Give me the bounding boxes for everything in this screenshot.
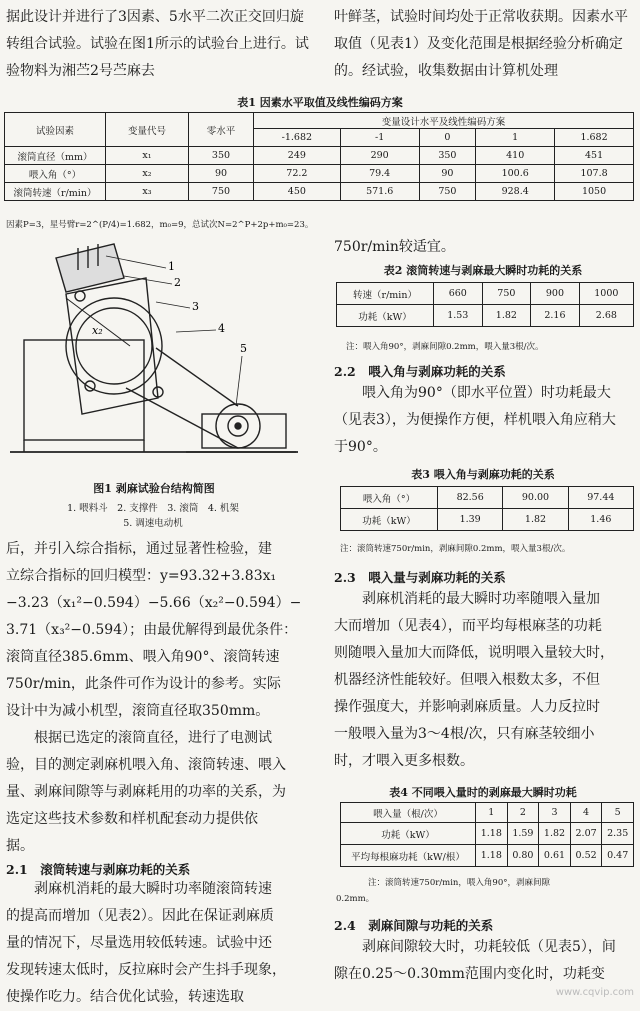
- table-row: [5, 147, 634, 165]
- text-line: 时，才喂入更多根数。: [334, 753, 474, 769]
- table1-caption: 表1 因素水平取值及线性编码方案: [237, 96, 403, 109]
- table-cell: 750: [189, 183, 254, 201]
- text-line: 量的情况下，尽量选用较低转速。试验中还: [6, 935, 272, 951]
- text-line: 隙在0.25～0.30mm范围内变化时，功耗变: [334, 966, 605, 982]
- table-cell: 660: [434, 283, 483, 305]
- table-cell: 107.8: [555, 165, 634, 183]
- drum-shape: [66, 298, 162, 394]
- table4-row-label: 平均每根麻功耗（kW/根）: [341, 845, 476, 867]
- text-line: 机器经济性能较好。但喂入根数太多，不但: [334, 672, 600, 688]
- section-2-1-title: 2.1 滚筒转速与剥麻功耗的关系: [6, 862, 191, 877]
- table-cell: 2.68: [579, 305, 633, 327]
- table-cell: 72.2: [254, 165, 341, 183]
- fig-label-5: 5: [240, 342, 247, 355]
- text-line: 3.71（x₃²−0.594）；由最优解得到最优条件：: [6, 622, 298, 638]
- table1: [4, 112, 634, 201]
- text-line: 立综合指标的回归模型：y=93.32+3.83x₁: [6, 568, 277, 584]
- table1-level: -1: [340, 129, 419, 147]
- section-2-1-text: [6, 876, 316, 1011]
- table-cell: 100.6: [476, 165, 555, 183]
- table-cell: 2: [507, 803, 539, 823]
- table-cell: 喂入角（°）: [5, 165, 106, 183]
- table4-note-1: 注：滚筒转速750r/min，喂入角90°，剥麻间隙: [368, 878, 550, 888]
- table3: [340, 486, 634, 531]
- text-line: （见表3），为便操作方便，样机喂入角应稍大: [334, 412, 616, 428]
- section-2-3-title: 2.3 喂入量与剥麻功耗的关系: [334, 570, 506, 585]
- table-cell: 3: [539, 803, 571, 823]
- text-line: 据。: [6, 838, 34, 854]
- text-line: 喂入角为90°（即水平位置）时功耗最大: [334, 385, 611, 401]
- table-cell: 79.4: [340, 165, 419, 183]
- table-cell: 571.6: [340, 183, 419, 201]
- table2-row-label: 转速（r/min）: [337, 283, 434, 305]
- text-line: 选定这些技术参数和样机配套动力提供依: [6, 811, 258, 827]
- text-line: 量、剥麻间隙等与剥麻耗用的功率的关系，为: [6, 784, 286, 800]
- table-cell: 滚筒直径（mm）: [5, 147, 106, 165]
- table-cell: 1.82: [482, 305, 531, 327]
- table-cell: 82.56: [438, 487, 503, 509]
- text-line: 使操作吃力。结合优化试验，转速选取: [6, 989, 244, 1005]
- text-line: 发现转速太低时，反拉麻时会产生抖手现象，: [6, 962, 286, 978]
- text-line: 750r/min，此条件可作为设计的参考。实际: [6, 676, 281, 692]
- table3-row-label: 喂入角（°）: [341, 487, 438, 509]
- table-cell: 97.44: [568, 487, 633, 509]
- table-cell: 90.00: [503, 487, 568, 509]
- section-2-3-text: [334, 586, 634, 775]
- body-text-top-left: 据此设计并进行了3因素、5水平二次正交回归旋转组合试验。试验在图1所示的试验台上进行。试验物料为湘苎2号苎麻去: [6, 9, 309, 79]
- table1-level: -1.682: [254, 129, 341, 147]
- table-cell: 1.53: [434, 305, 483, 327]
- table1-header-group: 变量设计水平及线性编码方案: [254, 113, 634, 129]
- text-line: 根据已选定的滚筒直径，进行了电测试: [6, 730, 272, 746]
- table4-row-label: 功耗（kW）: [341, 823, 476, 845]
- text-line: 的提高而增加（见表2）。因此在保证剥麻质: [6, 908, 274, 924]
- table3-note: 注：滚筒转速750r/min，剥麻间隙0.2mm，喂入量3根/次。: [340, 544, 571, 554]
- table1-level: 0: [419, 129, 476, 147]
- table-cell: 2.07: [570, 823, 602, 845]
- table3-caption: 表3 喂入角与剥麻功耗的关系: [411, 468, 555, 481]
- text-line: 操作强度大，并影响剥麻质量。人力反拉时: [334, 699, 600, 715]
- section-2-2-text: [334, 380, 634, 461]
- table-cell: 1.39: [438, 509, 503, 531]
- text-line: 则随喂入量加大而降低，说明喂入量较大时，: [334, 645, 614, 661]
- table-cell: 0.52: [570, 845, 602, 867]
- table4-note-2: 0.2mm。: [336, 894, 375, 904]
- table-cell: 1050: [555, 183, 634, 201]
- text-line: 滚筒直径385.6mm、喂入角90°、滚筒转速: [6, 649, 280, 665]
- section-2-2-title: 2.2 喂入角与剥麻功耗的关系: [334, 364, 506, 379]
- table-cell: 2.16: [531, 305, 580, 327]
- table1-level: 1: [476, 129, 555, 147]
- table-cell: 滚筒转速（r/min）: [5, 183, 106, 201]
- table-cell: 1.59: [507, 823, 539, 845]
- table2-note: 注：喂入角90°，剥麻间隙0.2mm，喂入量3根/次。: [346, 342, 544, 352]
- figure1-caption: 图1 剥麻试验台结构简图: [93, 482, 215, 495]
- table-cell: 1.82: [539, 823, 571, 845]
- table-cell: 410: [476, 147, 555, 165]
- table-cell: 4: [570, 803, 602, 823]
- table-cell: 90: [419, 165, 476, 183]
- table2-row-label: 功耗（kW）: [337, 305, 434, 327]
- section-2-4-title: 2.4 剥麻间隙与功耗的关系: [334, 918, 494, 933]
- fig-label-x2: x₂: [92, 324, 103, 337]
- table-cell: 5: [602, 803, 634, 823]
- table-cell: 0.47: [602, 845, 634, 867]
- text-line: 验，目的测定剥麻机喂入角、滚筒转速、喂入: [6, 757, 286, 773]
- table-cell: x₃: [106, 183, 189, 201]
- table-row: [5, 165, 634, 183]
- table1-header-zero: 零水平: [189, 113, 254, 147]
- table-cell: 1: [476, 803, 508, 823]
- fig-label-1: 1: [168, 260, 175, 273]
- table4: [340, 802, 634, 867]
- table-cell: 451: [555, 147, 634, 165]
- fig-label-4: 4: [218, 322, 225, 335]
- table-cell: 249: [254, 147, 341, 165]
- table1-header-code: 变量代号: [106, 113, 189, 147]
- table1-level: 1.682: [555, 129, 634, 147]
- table-cell: 0.61: [539, 845, 571, 867]
- table-cell: 1.82: [503, 509, 568, 531]
- text-line: 一般喂入量为3～4根/次，只有麻茎较细小: [334, 726, 595, 742]
- text-line: 后，并引入综合指标，通过显著性检验，建: [6, 541, 272, 557]
- text-line: 剥麻间隙较大时，功耗较低（见表5），间: [334, 939, 616, 955]
- table-cell: 290: [340, 147, 419, 165]
- table-cell: 750: [482, 283, 531, 305]
- figure1-diagram: [6, 238, 302, 474]
- table-cell: 450: [254, 183, 341, 201]
- text-line: 设计中为减小机型，滚筒直径取350mm。: [6, 703, 270, 719]
- figure1-legend-2: 5. 调速电动机: [123, 518, 183, 529]
- table-cell: 90: [189, 165, 254, 183]
- table2-caption: 表2 滚筒转速与剥麻最大瞬时功耗的关系: [383, 264, 583, 277]
- text-line: 剥麻机消耗的最大瞬时功率随滚筒转速: [6, 881, 272, 897]
- fig-label-3: 3: [192, 300, 199, 313]
- frame-shape: [24, 340, 144, 440]
- table3-row-label: 功耗（kW）: [341, 509, 438, 531]
- text-line: 大而增加（见表4），而平均每根麻茎的功耗: [334, 618, 602, 634]
- body-text-top-right: 叶鲜茎，试验时间均处于正常收获期。因素水平取值（见表1）及变化范围是根据经验分析确定的。经试验，收集数据由计算机处理: [334, 9, 628, 79]
- text-line: −3.23（x₁²−0.594）−5.66（x₂²−0.594）−: [6, 595, 302, 611]
- table-cell: x₂: [106, 165, 189, 183]
- table-cell: 350: [419, 147, 476, 165]
- table-cell: 1.18: [476, 823, 508, 845]
- figure1-legend-1: 1. 喂料斗 2. 支撑件 3. 滚筒 4. 机架: [67, 503, 239, 514]
- table4-header-label: 喂入量（根/次）: [341, 803, 476, 823]
- table-row: [5, 183, 634, 201]
- table-cell: x₁: [106, 147, 189, 165]
- right-body-continuation: 750r/min较适宜。: [334, 239, 455, 255]
- table2: [336, 282, 634, 327]
- section-2-4-text: [334, 934, 634, 988]
- table-cell: 0.80: [507, 845, 539, 867]
- fig-label-2: 2: [174, 276, 181, 289]
- table4-caption: 表4 不同喂入量时的剥麻最大瞬时功耗: [389, 786, 577, 799]
- table-cell: 1.18: [476, 845, 508, 867]
- watermark: www.cqvip.com: [555, 987, 634, 998]
- left-body-text: [6, 536, 316, 860]
- text-line: 剥麻机消耗的最大瞬时功率随喂入量加: [334, 591, 600, 607]
- table-cell: 350: [189, 147, 254, 165]
- table-cell: 1000: [579, 283, 633, 305]
- table-cell: 2.35: [602, 823, 634, 845]
- table-cell: 1.46: [568, 509, 633, 531]
- table-cell: 900: [531, 283, 580, 305]
- table1-header-factor: 试验因素: [5, 113, 106, 147]
- table-cell: 928.4: [476, 183, 555, 201]
- table1-note: 因素P=3，星号臂r=2^(P/4)=1.682，m₀=9，总试次N=2^P+2p+m₀=23。: [6, 220, 314, 230]
- table-cell: 750: [419, 183, 476, 201]
- text-line: 于90°。: [334, 439, 387, 455]
